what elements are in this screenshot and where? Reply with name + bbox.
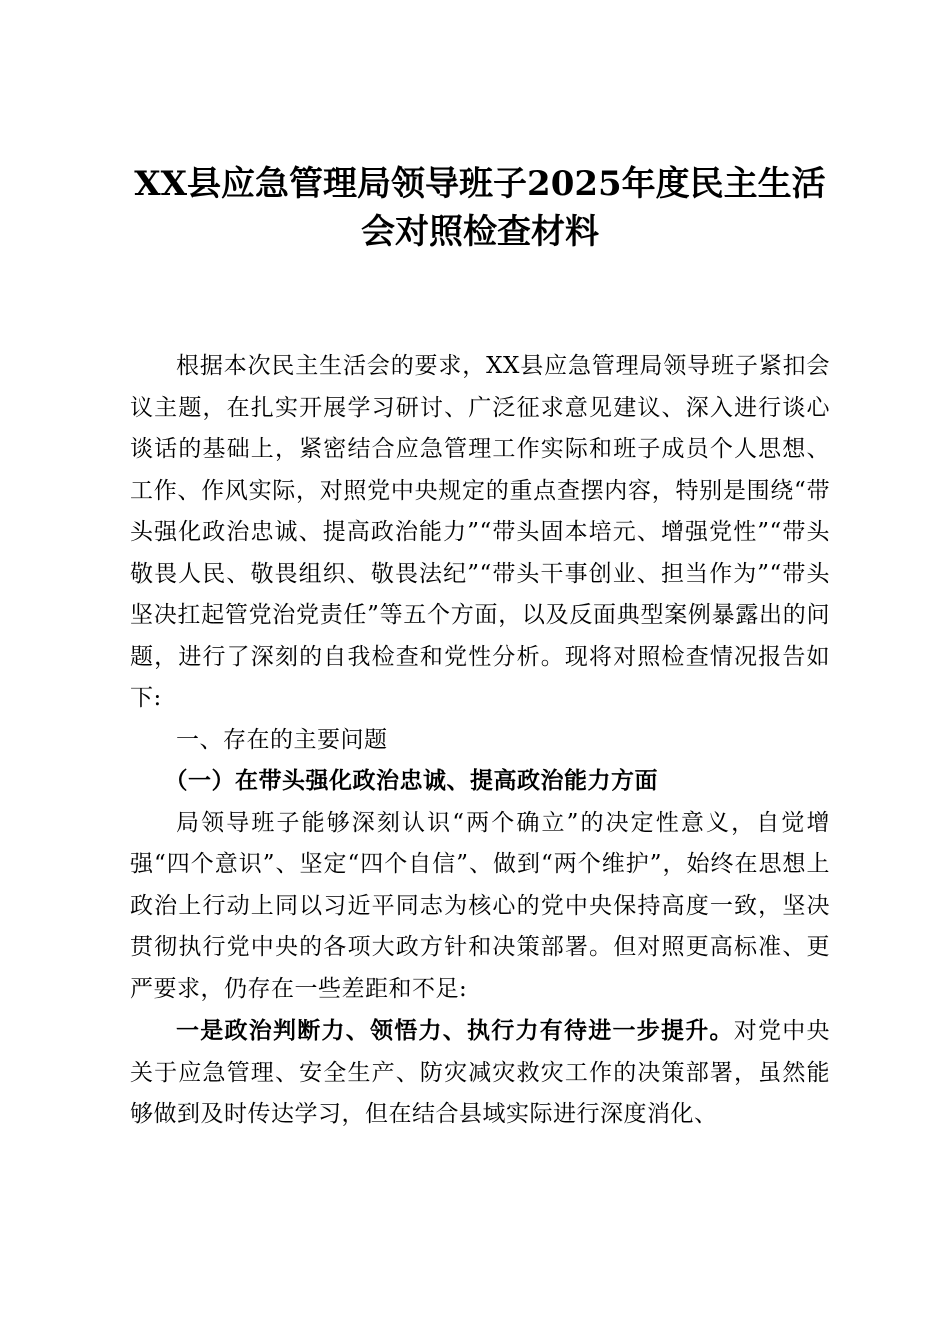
section-heading: 一、存在的主要问题 — [176, 726, 388, 753]
point-text: 对党中央关于应急管理、安全生产、防灾减灾救灾工作的决策部署，虽然能够做到及时传达学习，但在结合县域实际进行深度消化、 — [130, 1018, 830, 1127]
point-paragraph — [130, 1010, 830, 1136]
document-body — [130, 346, 830, 1136]
document-title: XX县应急管理局领导班子2025年度民主生活会对照检查材料 — [134, 164, 826, 252]
point-lead: 一是政治判断力、领悟力、执行力有待进一步提升。 — [176, 1017, 734, 1044]
intro-paragraph: 根据本次民主生活会的要求，XX县应急管理局领导班子紧扣会议主题，在扎实开展学习研讨、广泛征求意见建议、深入进行谈心谈话的基础上，紧密结合应急管理工作实际和班子成员个人思想、工作、作风实际，对照党中央规定的重点查摆内容，特别是围绕“带头强化政治忠诚、提高政治能力”“带头固本培元、增强党性”“带头敬畏人民、敬畏组织、敬畏法纪”“带头干事创业、担当作为”“带头坚决扛起管党治党责任”等五个方面，以及反面典型案例暴露出的问题，进行了深刻的自我检查和党性分析。现将对照检查情况报告如下: — [130, 353, 830, 711]
subsection-paragraph: 局领导班子能够深刻认识“两个确立”的决定性意义，自觉增强“四个意识”、坚定“四个自信”、做到“两个维护”，始终在思想上政治上行动上同以习近平同志为核心的党中央保持高度一致，坚决贯彻执行党中央的各项大政方针和决策部署。但对照更高标准、更严要求，仍存在一些差距和不足: — [130, 809, 830, 1002]
document-page — [130, 160, 830, 1136]
subsection-heading: （一）在带头强化政治忠诚、提高政治能力方面 — [164, 768, 658, 794]
